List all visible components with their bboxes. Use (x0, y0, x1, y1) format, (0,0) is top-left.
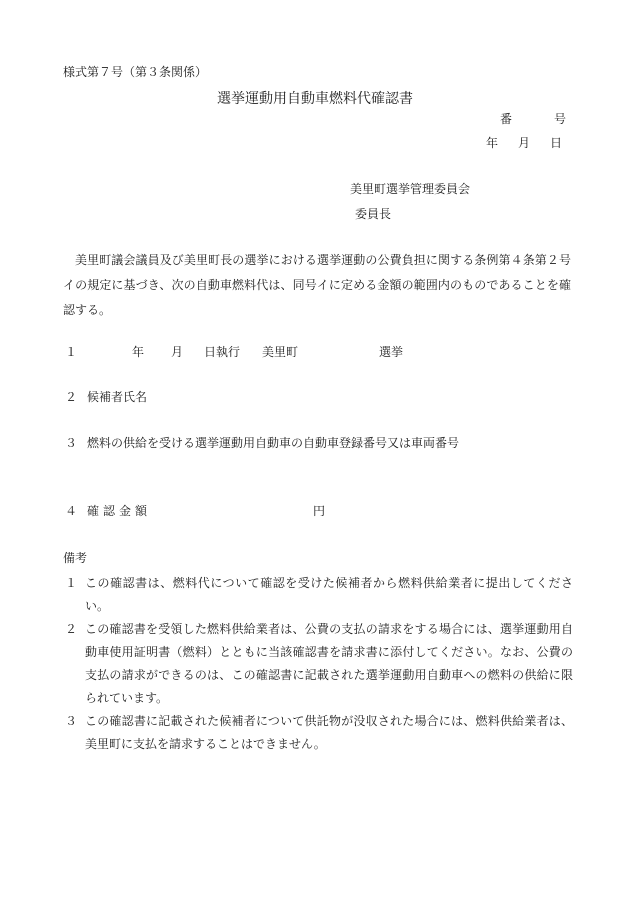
item-vehicle-number (65, 437, 459, 449)
remark-text: この確認書を受領した燃料供給業者は、公費の支払の請求をする場合には、選挙運動用自動車使用証明書（燃料）とともに当該確認書を請求書に添付してください。なお、公費の支払の請求ができるのは、この確認書に記載された選挙運動用自動車への燃料の供給に限られています。 (85, 622, 573, 705)
number-ban-label: 番 (500, 112, 513, 126)
item1-year: 年 (132, 345, 145, 359)
item1-number: １ (65, 345, 78, 359)
item1-month: 月 (171, 345, 184, 359)
item3-label: 燃料の供給を受ける選挙運動用自動車の自動車登録番号又は車両番号 (87, 436, 460, 450)
remark-number: ３ (65, 714, 78, 728)
item1-town: 美里町 (262, 345, 299, 359)
item3-number: ３ (65, 436, 78, 450)
date-day-label: 日 (550, 136, 563, 150)
item-candidate-name (65, 391, 147, 403)
remark-text: この確認書に記載された候補者について供託物が没収された場合には、燃料供給業者は、美里町に支払を請求することはできません。 (85, 714, 573, 751)
item2-number: ２ (65, 390, 78, 404)
date-year-label: 年 (486, 136, 499, 150)
item4-label: 確認金額 (87, 504, 152, 518)
item4-yen-unit: 円 (313, 504, 326, 518)
item1-election: 選挙 (379, 345, 404, 359)
item1-day-execution: 日執行 (204, 345, 241, 359)
remark-item (63, 618, 573, 710)
issuer-chairman: 委員長 (355, 207, 392, 221)
number-go-label: 号 (553, 112, 566, 126)
document-date-line (486, 137, 562, 149)
date-month-label: 月 (518, 136, 531, 150)
form-label: 様式第７号（第３条関係） (63, 65, 208, 79)
remarks-list (63, 572, 573, 756)
remark-item (63, 710, 573, 756)
remarks-title: 備考 (63, 551, 88, 565)
item4-number: ４ (65, 504, 78, 518)
issuer-committee: 美里町選挙管理委員会 (350, 182, 471, 196)
item-confirmed-amount (65, 504, 326, 518)
remark-number: ２ (65, 622, 78, 636)
item2-label: 候補者氏名 (87, 390, 148, 404)
remark-item (63, 572, 573, 618)
body-paragraph: 美里町議会議員及び美里町長の選挙における選挙運動の公費負担に関する条例第４条第２号イの規定に基づき、次の自動車燃料代は、同号イに定める金額の範囲内のものであることを確認する。 (63, 253, 571, 317)
remark-number: １ (65, 576, 78, 590)
remark-text: この確認書は、燃料代について確認を受けた候補者から燃料供給業者に提出してください。 (85, 576, 573, 613)
document-number-line (500, 113, 566, 125)
document-title: 選挙運動用自動車燃料代確認書 (217, 91, 413, 107)
